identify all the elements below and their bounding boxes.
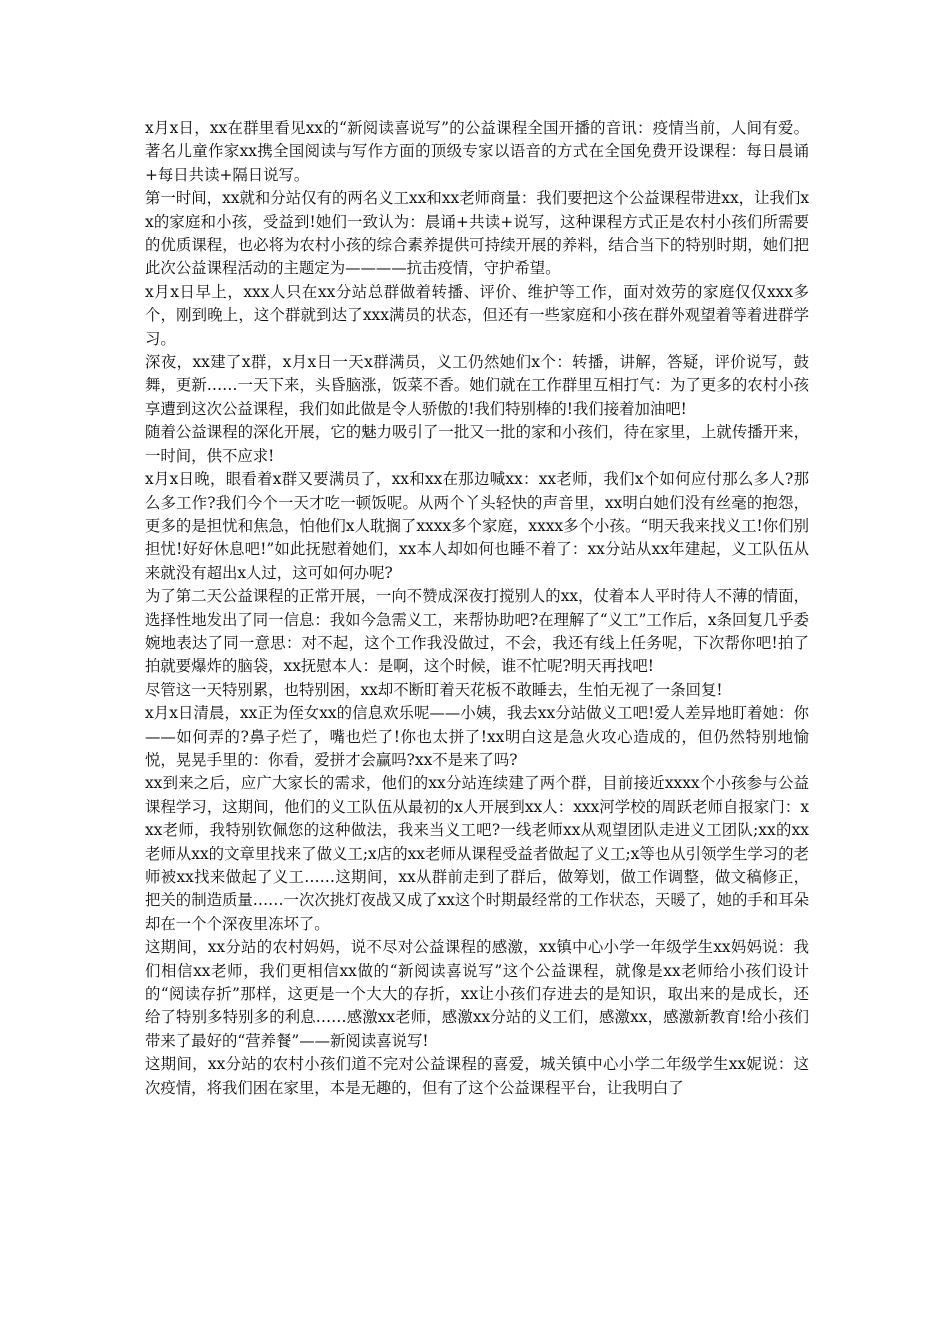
paragraph-10: xx到来之后，应广大家长的需求，他们的xx分站连续建了两个群，目前接近xxxx个小孩参与公益课程学习，这期间，他们的义工队伍从最初的x人开展到xx人：xxx河学校的周跃老师自报家门：xxx老师，我特别钦佩您的这种做法，我来当义工吧?一线老师xx从观望团队走进义工团队;xx的xx老师从xx的文章里找来了做义工;x店的xx老师从课程受益者做起了义工;x等也从引领学生学习的老师被xx找来做起了义工……这期间，xx从群前走到了群后，做筹划，做工作调整，做文稿修正，把关的制造质量……一次次挑灯夜战又成了xx这个时期最经常的工作状态，天暖了，她的手和耳朵却在一个个深夜里冻坏了。: [145, 774, 809, 933]
paragraph-9: x月x日清晨，xx正为侄女xx的信息欢乐呢——小姨，我去xx分站做义工吧!爱人差异地盯着她：你——如何弄的?鼻子烂了，嘴也烂了!你也太拼了!xx明白这是急火攻心造成的，但仍然特别地愉悦，晃晃手里的：你看，爱拼才会赢吗?xx不是来了吗?: [145, 704, 809, 769]
paragraph-1: x月x日，xx在群里看见xx的“新阅读喜说写”的公益课程全国开播的音讯：疫情当前，人间有爱。著名儿童作家xx携全国阅读与写作方面的顶级专家以语音的方式在全国免费开设课程：每日晨诵+每日共读+隔日说写。: [145, 119, 809, 184]
paragraph-8: 尽管这一天特别累，也特别困，xx却不断盯着天花板不敢睡去，生怕无视了一条回复!: [145, 680, 723, 699]
document-body: [145, 117, 809, 1100]
paragraph-12: 这期间，xx分站的农村小孩们道不完对公益课程的喜爱，城关镇中心小学二年级学生xx妮说：这次疫情，将我们困在家里，本是无趣的，但有了这个公益课程平台，让我明白了: [145, 1055, 809, 1097]
paragraph-11: 这期间，xx分站的农村妈妈，说不尽对公益课程的感激，xx镇中心小学一年级学生xx妈妈说：我们相信xx老师，我们更相信xx做的“新阅读喜说写”这个公益课程，就像是xx老师给小孩们设计的“阅读存折”那样，这更是一个大大的存折，xx让小孩们存进去的是知识，取出来的是成长，还给了特别多特别多的利息……感激xx老师，感激xx分站的义工们，感激xx，感激新教育!给小孩们带来了最好的“营养餐”——新阅读喜说写!: [145, 938, 809, 1050]
paragraph-3: x月x日早上，xxx人只在xx分站总群做着转播、评价、维护等工作，面对效劳的家庭仅仅xxx多个，刚到晚上，这个群就到达了xxx满员的状态，但还有一些家庭和小孩在群外观望着等着进群学习。: [145, 282, 809, 348]
paragraph-5: 随着公益课程的深化开展，它的魅力吸引了一批又一批的家和小孩们，待在家里，上就传播开来，一时间，供不应求!: [145, 423, 809, 465]
paragraph-7: 为了第二天公益课程的正常开展，一向不赞成深夜打搅别人的xx，仗着本人平时待人不薄的情面，选择性地发出了同一信息：我如今急需义工，来帮协助吧?在理解了“义工”工作后，x条回复几乎委婉地表达了同一意思：对不起，这个工作我没做过，不会，我还有线上任务呢，下次帮你吧!拍了拍就要爆炸的脑袋，xx抚慰本人：是啊，这个时候，谁不忙呢?明天再找吧!: [145, 587, 809, 676]
paragraph-4: 深夜，xx建了x群，x月x日一天x群满员，义工仍然她们x个：转播，讲解，答疑，评价说写，鼓舞，更新……一天下来，头昏脑涨，饭菜不香。她们就在工作群里互相打气：为了更多的农村小孩享遭到这次公益课程，我们如此做是令人骄傲的!我们特别棒的!我们接着加油吧!: [145, 353, 809, 418]
paragraph-2: 第一时间，xx就和分站仅有的两名义工xx和xx老师商量：我们要把这个公益课程带进xx，让我们xx的家庭和小孩，受益到!她们一致认为：晨诵+共读+说写，这种课程方式正是农村小孩们所需要的优质课程，也必将为农村小孩的综合素养提供可持续开展的养料，结合当下的特别时期，她们把此次公益课程活动的主题定为————抗击疫情，守护希望。: [145, 189, 809, 278]
paragraph-6: x月x日晚，眼看着x群又要满员了，xx和xx在那边喊xx：xx老师，我们x个如何应付那么多人?那么多工作?我们今个一天才吃一顿饭呢。从两个丫头轻快的声音里，xx明白她们没有丝毫的抱怨，更多的是担忧和焦急，怕他们x人耽搁了xxxx多个家庭，xxxx多个小孩。“明天我来找义工!你们别担忧!好好休息吧!”如此抚慰着她们，xx本人却如何也睡不着了：xx分站从xx年建起，义工队伍从来就没有超出x人过，这可如何办呢?: [145, 470, 809, 582]
